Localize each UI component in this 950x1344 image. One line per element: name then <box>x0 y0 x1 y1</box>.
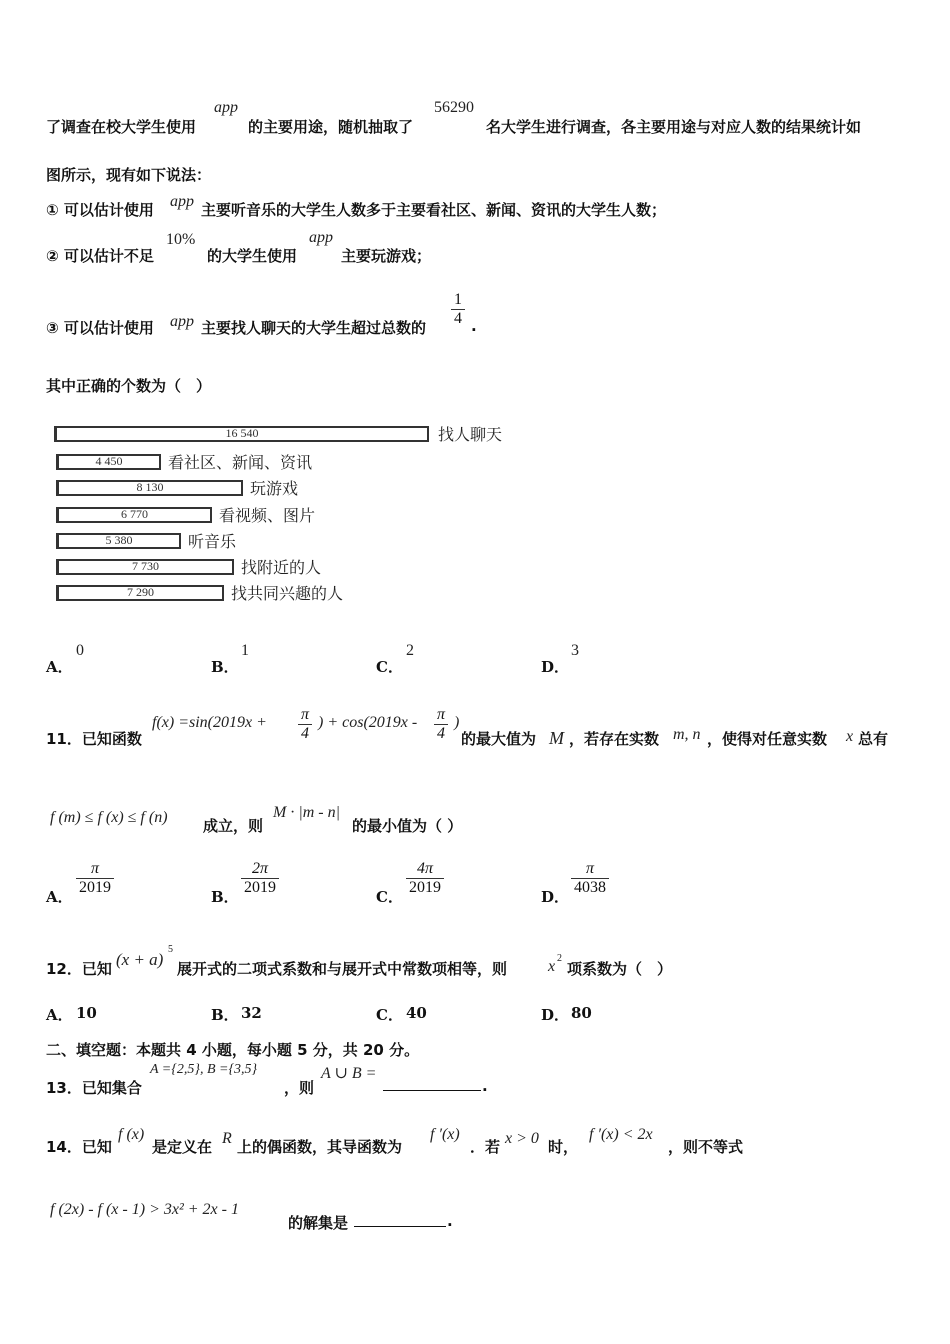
option-fraction-num: 4π <box>406 860 444 879</box>
q12-x: x <box>548 958 556 975</box>
bar-5 <box>56 559 234 575</box>
bar-3 <box>56 507 212 523</box>
section-2-heading: 二、填空题：本题共 4 小题，每小题 5 分，共 20 分。 <box>46 1041 420 1059</box>
option-label[interactable]: A． <box>46 888 73 906</box>
option-label[interactable]: A． <box>46 1006 73 1024</box>
bar-category-label: 看社区、新闻、资讯 <box>168 453 313 472</box>
option-value: 10 <box>76 1004 97 1022</box>
q11-inequality: f (m) ≤ f (x) ≤ f (n) <box>50 809 168 826</box>
bar-value-label: 16 540 <box>225 426 259 440</box>
q12-exp: 5 <box>168 944 173 955</box>
bar-6 <box>56 585 224 601</box>
bar-category-label: 找附近的人 <box>241 558 322 577</box>
option-fraction-num: π <box>571 860 609 879</box>
q11-four-b: 4 <box>437 725 445 742</box>
option-label[interactable]: D． <box>541 1006 570 1024</box>
bar-category-label: 看视频、图片 <box>219 506 316 525</box>
option-label[interactable]: D． <box>541 658 570 676</box>
option-value: 40 <box>406 1004 427 1022</box>
q10-statement-2-a: ② 可以估计不足 <box>46 247 154 265</box>
q14-text-c: ．若 <box>470 1138 501 1156</box>
bar-value-label: 8 130 <box>136 480 164 494</box>
option-fraction <box>406 860 444 897</box>
q14-end: . <box>447 1212 453 1230</box>
q10-line1-c: 名大学生进行调查，各主要用途与对应人数的结果统计如 <box>486 118 862 136</box>
q14-inequality-2: f (2x) - f (x - 1) > 3x² + 2x - 1 <box>50 1201 239 1218</box>
option-fraction-num: 2π <box>241 860 279 879</box>
bar-4 <box>56 533 181 549</box>
q10-line1-a: 了调查在校大学生使用 <box>46 118 197 136</box>
option-fraction-den: 2019 <box>409 879 441 896</box>
q11-text-a: 的最大值为 <box>461 730 537 748</box>
q11-text-f: 的最小值为（ ） <box>352 817 463 835</box>
option-fraction-num: π <box>76 860 114 879</box>
q11-number: 11．已知函数 <box>46 730 142 748</box>
q13-number: 13．已知集合 <box>46 1079 142 1097</box>
bar-value-label: 7 290 <box>127 585 154 599</box>
bar-value-label: 6 770 <box>121 507 148 521</box>
bar-value-label: 4 450 <box>95 454 123 468</box>
q10-line2: 图所示，现有如下说法： <box>46 166 212 184</box>
q10-line1-b: 的主要用途，随机抽取了 <box>248 118 414 136</box>
option-fraction-den: 4038 <box>574 879 606 896</box>
q10-statement-1-a: ① 可以估计使用 <box>46 201 154 219</box>
option-fraction <box>241 860 279 897</box>
q10-app-3: app <box>309 229 333 246</box>
q13-sets: A ={2,5}, B ={3,5} <box>150 1062 258 1077</box>
q10-question: 其中正确的个数为（ ） <box>46 377 212 395</box>
option-label[interactable]: B． <box>211 658 239 676</box>
q10-quarter-fraction <box>451 291 465 328</box>
q11-pi-b: π <box>434 706 448 725</box>
q11-func-b: ) + cos(2019x - <box>318 714 418 731</box>
q11-text-e: 成立，则 <box>203 817 264 835</box>
bar-0 <box>54 426 429 442</box>
option-label[interactable]: C． <box>376 658 403 676</box>
option-label[interactable]: C． <box>376 888 403 906</box>
q14-text-e: ，则不等式 <box>668 1138 744 1156</box>
q11-pi-over-4-a <box>298 706 312 743</box>
option-fraction <box>76 860 114 897</box>
q12-base: (x + a) <box>116 950 164 969</box>
q14-R: R <box>222 1130 232 1147</box>
q11-four-a: 4 <box>301 725 309 742</box>
q14-fx: f (x) <box>118 1126 145 1143</box>
q10-app-1: app <box>214 99 238 116</box>
option-value: 32 <box>241 1004 262 1022</box>
q10-statement-1-b: 主要听音乐的大学生人数多于主要看社区、新闻、资讯的大学生人数； <box>201 201 667 219</box>
q11-expression: M · |m - n| <box>273 804 341 821</box>
q10-statement-3-end: . <box>471 317 477 335</box>
bar-category-label: 玩游戏 <box>250 479 299 498</box>
q14-fpx: f ′(x) <box>430 1126 460 1143</box>
q11-pi-a: π <box>298 706 312 725</box>
bar-category-label: 找人聊天 <box>438 425 503 444</box>
option-label[interactable]: C． <box>376 1006 403 1024</box>
q14-text-b: 上的偶函数，其导函数为 <box>237 1138 403 1156</box>
q13-text-a: ，则 <box>284 1079 315 1097</box>
q11-x: x <box>846 728 854 745</box>
option-label[interactable]: B． <box>211 1006 239 1024</box>
q10-app-2: app <box>170 193 194 210</box>
q10-quarter-num: 1 <box>451 291 465 310</box>
bar-value-label: 7 730 <box>132 559 159 573</box>
q11-text-c: ，使得对任意实数 <box>707 730 828 748</box>
q14-text-d: 时， <box>548 1138 579 1156</box>
q10-statement-2-pct: 10% <box>166 231 196 248</box>
option-label[interactable]: B． <box>211 888 239 906</box>
q13-union: A ∪ B = <box>321 1065 377 1082</box>
q11-M: M <box>549 728 564 748</box>
option-fraction-den: 2019 <box>244 879 276 896</box>
bar-value-label: 5 380 <box>105 533 133 547</box>
q11-mn: m, n <box>673 726 701 743</box>
q11-func-c: ) <box>454 714 460 731</box>
q14-condition: x > 0 <box>505 1130 539 1147</box>
option-value: 3 <box>571 642 579 659</box>
bar-category-label: 听音乐 <box>188 532 237 551</box>
q11-pi-over-4-b <box>434 706 448 743</box>
bar-category-label: 找共同兴趣的人 <box>231 584 344 603</box>
q14-answer-blank[interactable] <box>354 1225 446 1227</box>
option-fraction <box>571 860 609 897</box>
q14-text-a: 是定义在 <box>152 1138 213 1156</box>
q14-text-f: 的解集是 <box>288 1214 349 1232</box>
q12-number: 12．已知 <box>46 960 112 978</box>
option-value: 1 <box>241 642 249 659</box>
q10-count: 56290 <box>434 99 474 116</box>
q12-text-b: 项系数为（ ） <box>567 960 673 978</box>
option-value: 0 <box>76 642 84 659</box>
option-fraction-den: 2019 <box>79 879 111 896</box>
q10-app-4: app <box>170 313 194 330</box>
q13-answer-blank[interactable] <box>383 1089 481 1091</box>
option-value: 80 <box>571 1004 592 1022</box>
q14-inequality-1: f ′(x) < 2x <box>589 1126 653 1143</box>
q10-statement-3-b: 主要找人聊天的大学生超过总数的 <box>201 319 427 337</box>
q14-number: 14．已知 <box>46 1138 112 1156</box>
q10-statement-3-a: ③ 可以估计使用 <box>46 319 154 337</box>
option-label[interactable]: A． <box>46 658 73 676</box>
q11-text-b: ，若存在实数 <box>569 730 660 748</box>
q11-text-d: 总有 <box>858 730 889 748</box>
q10-statement-2-b: 的大学生使用 <box>207 247 298 265</box>
bar-2 <box>56 480 243 496</box>
q12-xexp: 2 <box>557 953 562 964</box>
option-label[interactable]: D． <box>541 888 570 906</box>
q10-quarter-den: 4 <box>454 310 462 327</box>
bar-1 <box>56 454 161 470</box>
usage-bar-chart <box>48 412 518 622</box>
q11-func-a: f(x) =sin(2019x + <box>152 714 267 731</box>
option-value: 2 <box>406 642 414 659</box>
q12-text-a: 展开式的二项式系数和与展开式中常数项相等，则 <box>177 960 508 978</box>
q10-statement-2-c: 主要玩游戏； <box>341 247 432 265</box>
q13-end: . <box>482 1077 488 1095</box>
